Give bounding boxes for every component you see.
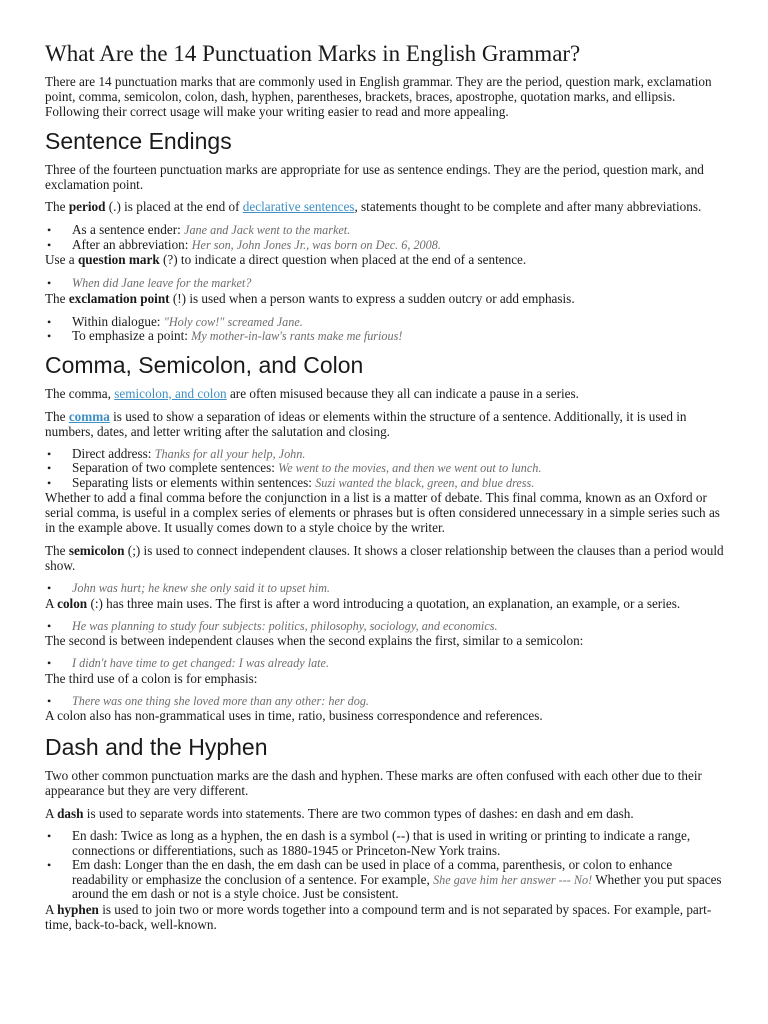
colon-third-use: The third use of a colon is for emphasis:: [45, 670, 258, 686]
text: is used to join two or more words together into a compound term and is not separated by spaces. For example, part-time, back-to-back, well-known.: [45, 901, 712, 932]
hyphen-paragraph: [45, 902, 724, 932]
text: is used to separate words into statements. There are two common types of dashes: en dash and em dash.: [83, 806, 634, 821]
example-text: We went to the movies, and then we went out to lunch.: [278, 461, 542, 475]
text: is used to show a separation of ideas or elements within the structure of a sentence. Additionally, it is used in numbers, dates, and letter writing after the salutation and closing.: [45, 408, 687, 439]
page-title: What Are the 14 Punctuation Marks in English Grammar?: [45, 41, 581, 66]
example-text: Jane and Jack went to the market.: [184, 223, 351, 237]
text: Separating lists or elements within sentences:: [72, 474, 316, 490]
term-exclamation-point: exclamation point: [68, 290, 170, 306]
period-paragraph: [45, 199, 724, 214]
example-text: When did Jane leave for the market?: [72, 276, 252, 290]
list-item: [45, 656, 724, 671]
list-item: [45, 276, 724, 291]
heading-sentence-endings: Sentence Endings: [45, 128, 232, 154]
text: (.) is placed at the end of: [105, 199, 243, 214]
text: Within dialogue:: [72, 313, 164, 329]
text: To emphasize a point:: [72, 328, 192, 343]
example-text: John was hurt; he knew she only said it to upset him.: [72, 581, 330, 595]
text: (:) has three main uses. The first is after a word introducing a quotation, an explanation, an example, or a series.: [87, 595, 681, 611]
semicolon-examples-list: [45, 581, 724, 596]
example-text: "Holy cow!" screamed Jane.: [163, 314, 303, 329]
text: Separation of two complete sentences:: [72, 460, 279, 475]
text: The: [45, 408, 69, 424]
text: The: [45, 290, 69, 306]
text: A: [45, 595, 58, 611]
exclamation-point-paragraph: [45, 291, 724, 306]
list-item: [45, 315, 724, 330]
example-text: She gave him her answer --- No!: [433, 872, 593, 887]
list-item: [45, 694, 724, 709]
list-item: [45, 238, 724, 253]
colon-examples-list-1: [45, 619, 724, 634]
oxford-comma-paragraph: Whether to add a final comma before the conjunction in a list is a matter of debate. This final comma, known as an Oxford or serial comma, is useful in a complex series of elements or phrases but is often considered unnecessary in a simple series such as in the example above. It usually comes down to a style choice by the writer.: [45, 490, 720, 535]
text: After an abbreviation:: [72, 236, 192, 252]
term-semicolon: semicolon: [68, 543, 125, 558]
example-text: Suzi wanted the black, green, and blue dress.: [315, 475, 535, 490]
term-dash: dash: [57, 806, 84, 821]
text: Em dash: Longer than the en dash, the em dash can be used in place of a comma, parenthesis, or colon to enhance readability or emphasize the conclusion of a sentence. For example,: [72, 857, 673, 887]
exclamation-examples-list: [45, 315, 724, 344]
example-text: There was one thing she loved more than any other: her dog.: [72, 693, 369, 708]
text: The comma,: [45, 385, 115, 401]
text: Direct address:: [72, 445, 155, 461]
text: A: [45, 901, 58, 917]
example-text: Her son, John Jones Jr., was born on Dec. 6, 2008.: [191, 237, 441, 252]
dash-paragraph: [45, 806, 724, 821]
colon-examples-list-2: [45, 656, 724, 671]
list-item: [45, 447, 724, 462]
example-text: I didn't have time to get changed: I was already late.: [72, 656, 330, 670]
dash-types-list: [45, 829, 724, 902]
term-period: period: [68, 199, 106, 214]
heading-dash-hyphen: Dash and the Hyphen: [45, 734, 268, 760]
text: As a sentence ender:: [72, 222, 185, 237]
text: (;) is used to connect independent clauses. It shows a closer relationship between the clauses than a period would show.: [45, 543, 724, 573]
list-item: [45, 619, 724, 634]
term-question-mark: question mark: [77, 252, 160, 267]
text: The: [45, 543, 69, 558]
term-hyphen: hyphen: [57, 901, 99, 917]
text: , statements thought to be complete and after many abbreviations.: [354, 199, 702, 214]
text: Use a: [45, 252, 78, 267]
text: Whether you put spaces around the em dash or not is a style choice. Just be consistent.: [72, 871, 722, 901]
example-text: Thanks for all your help, John.: [154, 446, 306, 461]
question-mark-paragraph: [45, 252, 724, 267]
semicolon-paragraph: [45, 543, 724, 573]
colon-examples-list-3: [45, 694, 724, 709]
heading-comma-semicolon-colon: Comma, Semicolon, and Colon: [45, 351, 364, 378]
link-declarative-sentences[interactable]: declarative sentences: [242, 199, 355, 214]
comma-examples-list: [45, 447, 724, 491]
list-item: [45, 858, 724, 902]
text: are often misused because they all can indicate a pause in a series.: [226, 385, 579, 401]
intro-paragraph: There are 14 punctuation marks that are commonly used in English grammar. They are the period, question mark, exclamation point, comma, semicolon, colon, dash, hyphen, parentheses, brackets, braces, apostrophe, quotation marks, and ellipsis. Following their correct usage will make your writing easier to read and more appealing.: [45, 74, 712, 119]
comma-paragraph: [45, 409, 724, 439]
text: En dash: Twice as long as a hyphen, the en dash is a symbol (--) that is used in writing or printing to indicate a range, connections or differentiations, such as 1880-1945 or Princeton-New York trains.: [72, 828, 691, 858]
colon-non-grammatical: A colon also has non-grammatical uses in time, ratio, business correspondence and references.: [45, 708, 543, 723]
list-item: [45, 223, 724, 238]
text: The: [45, 199, 69, 214]
colon-paragraph: [45, 596, 724, 611]
term-colon: colon: [57, 595, 88, 611]
sentence-endings-intro: Three of the fourteen punctuation marks are appropriate for use as sentence endings. They are the period, question mark, and exclamation point.: [45, 162, 704, 192]
question-mark-examples-list: [45, 276, 724, 291]
comma-intro-paragraph: [45, 386, 724, 401]
list-item: [45, 581, 724, 596]
text: (!) is used when a person wants to express a sudden outcry or add emphasis.: [169, 290, 575, 306]
list-item: [45, 829, 724, 858]
link-comma[interactable]: comma: [68, 408, 110, 424]
list-item: [45, 461, 724, 476]
colon-second-use: The second is between independent clauses when the second explains the first, similar to a semicolon:: [45, 633, 584, 648]
link-semicolon-and-colon[interactable]: semicolon, and colon: [114, 385, 227, 401]
example-text: My mother-in-law's rants make me furious!: [191, 329, 403, 343]
period-examples-list: [45, 223, 724, 252]
dash-intro-paragraph: Two other common punctuation marks are the dash and hyphen. These marks are often confused with each other due to their appearance but they are very different.: [45, 768, 702, 798]
list-item: [45, 476, 724, 491]
example-text: He was planning to study four subjects: politics, philosophy, sociology, and economics.: [72, 618, 498, 633]
text: A: [45, 806, 58, 821]
text: (?) to indicate a direct question when placed at the end of a sentence.: [159, 252, 527, 267]
list-item: [45, 329, 724, 344]
